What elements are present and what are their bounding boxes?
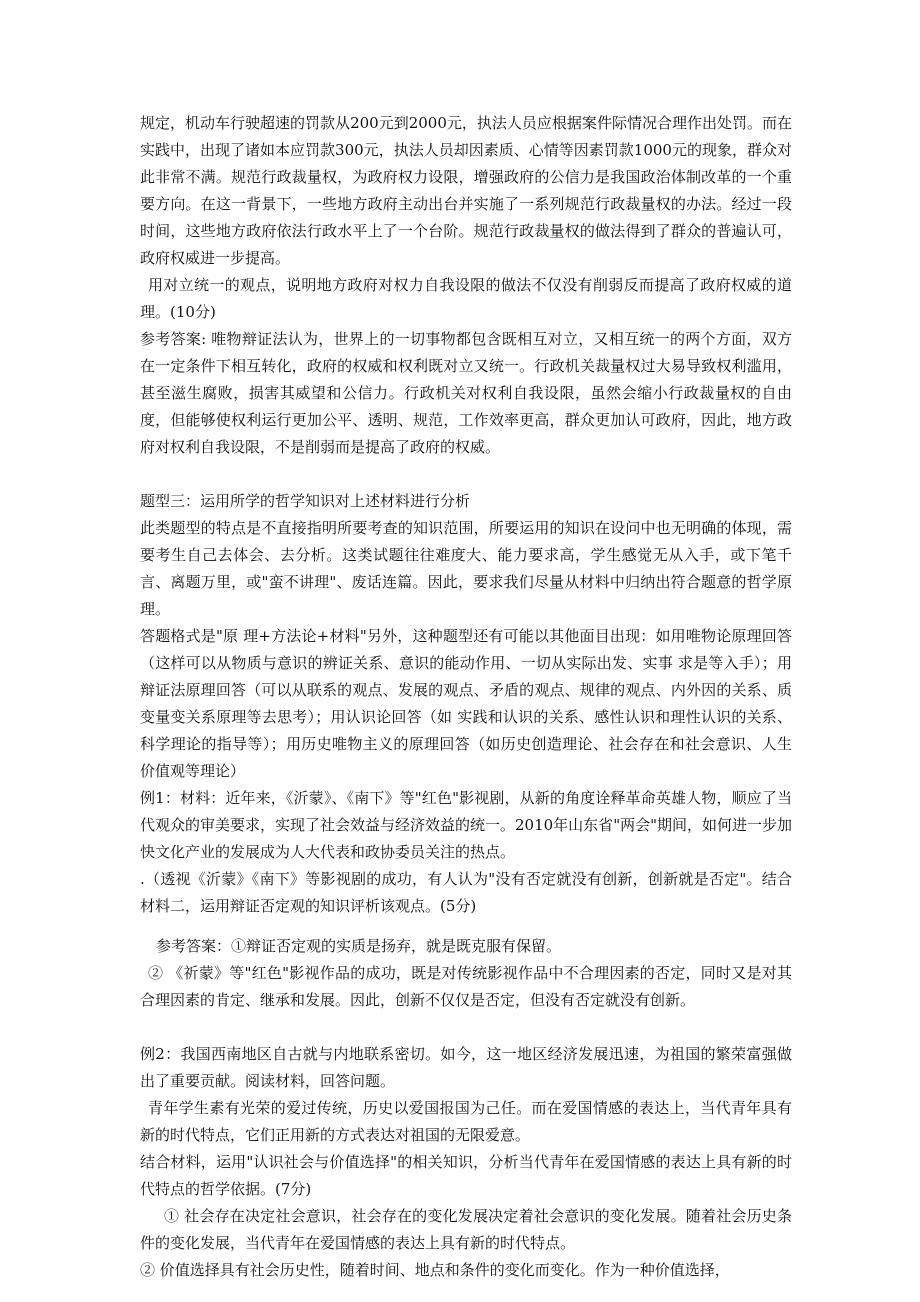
paragraph-example-2-answer-2: ② 价值选择具有社会历史性，随着时间、地点和条件的变化而变化。作为一种价值选择， (140, 1261, 730, 1279)
section-heading-type3: 题型三：运用所学的哲学知识对上述材料进行分析 (140, 492, 471, 510)
paragraph-example-2-answer-1: ① 社会存在决定社会意识，社会存在的变化发展决定着社会意识的变化发展。随着社会历史条件的变化发展，当代青年在爱国情感的表达上具有新的时代特点。 (140, 1207, 792, 1252)
paragraph-example-1-question: .（透视《沂蒙》《南下》等影视剧的成功，有人认为"没有否定就没有创新，创新就是否定"。结合材料二，运用辩证否定观的知识评析该观点。(5分) (140, 870, 792, 915)
document-body (140, 110, 792, 1284)
paragraph-example-2-question: 结合材料，运用"认识社会与价值选择"的相关知识，分析当代青年在爱国情感的表达上具有新的时代特点的哲学依据。(7分) (140, 1153, 792, 1198)
paragraph-answer-format: 答题格式是"原 理+方法论+材料"另外，这种题型还有可能以其他面目出现：如用唯物论原理回答（这样可以从物质与意识的辨证关系、意识的能动作用、一切从实际出发、实事 求是等入手）；用辩证法原理回答（可以从联系的观点、发展的观点、矛盾的观点、规律的观点、内外因的关系、质变量变关系原理等去思考）；用认识论回答（如 实践和认识的关系、感性认识和理性认识的关系、科学理论的指导等）；用历史唯物主义的原理回答（如历史创造理论、社会存在和社会意识、人生价值观等理论） (140, 627, 792, 780)
paragraph-example-2-intro: 例2：我国西南地区自古就与内地联系密切。如今，这一地区经济发展迅速，为祖国的繁荣富强做出了重要贡献。阅读材料，回答问题。 (140, 1045, 792, 1090)
paragraph-material-text: 规定，机动车行驶超速的罚款从200元到2000元，执法人员应根据案件际情况合理作出处罚。而在实践中，出现了诸如本应罚款300元，执法人员却因素质、心情等因素罚款1000元的现象，群众对此非常不满。规范行政裁量权，为政府权力设限，增强政府的公信力是我国政治体制改革的一个重要方向。在这一背景下，一些地方政府主动出台并实施了一系列规范行政裁量权的办法。经过一段时间，这些地方政府依法行政水平上了一个台阶。规范行政裁量权的做法得到了群众的普遍认可，政府权威进一步提高。 (140, 114, 792, 267)
blank-line (140, 1014, 792, 1041)
paragraph-example-1-answer-1: 参考答案：①辩证否定观的实质是扬弃，就是既克服有保留。 (156, 937, 562, 955)
paragraph-answer-1: 参考答案: 唯物辩证法认为，世界上的一切事物都包含既相互对立，又相互统一的两个方面，双方在一定条件下相互转化，政府的权威和权利既对立又统一。行政机关裁量权过大易导致权利滥用，甚至滋生腐败，损害其威望和公信力。行政机关对权利自我设限，虽然会缩小行政裁量权的自由度，但能够使权利运行更加公平、透明、规范，工作效率更高，群众更加认可政府，因此，地方政府对权利自我设限，不是削弱而是提高了政府的权威。 (140, 330, 792, 456)
blank-line (140, 920, 792, 933)
paragraph-example-2-material: 青年学生素有光荣的爱过传统，历史以爱国报国为己任。而在爱国情感的表达上，当代青年具有新的时代特点，它们正用新的方式表达对祖国的无限爱意。 (140, 1099, 792, 1144)
paragraph-example-1-answer-2: ② 《祈蒙》等"红色"影视作品的成功，既是对传统影视作品中不合理因素的否定，同时又是对其合理因素的肯定、继承和发展。因此，创新不仅仅是否定，但没有否定就没有创新。 (140, 964, 792, 1009)
paragraph-type3-description: 此类题型的特点是不直接指明所要考查的知识范围，所要运用的知识在设问中也无明确的体现，需要考生自己去体会、去分析。这类试题往往难度大、能力要求高，学生感觉无从入手，或下笔千言、离题万里，或"蛮不讲理"、废话连篇。因此，要求我们尽量从材料中归纳出符合题意的哲学原理。 (140, 519, 792, 618)
paragraph-example-1-material: 例1：材料：近年来，《沂蒙》、《南下》等"红色"影视剧，从新的角度诠释革命英雄人物，顺应了当代观众的审美要求，实现了社会效益与经济效益的统一。2010年山东省"两会"期间，如何进一步加快文化产业的发展成为人大代表和政协委员关注的热点。 (140, 789, 792, 861)
blank-line (140, 461, 792, 488)
paragraph-question-1: 用对立统一的观点，说明地方政府对权力自我设限的做法不仅没有削弱反而提高了政府权威的道理。(10分) (140, 276, 792, 321)
